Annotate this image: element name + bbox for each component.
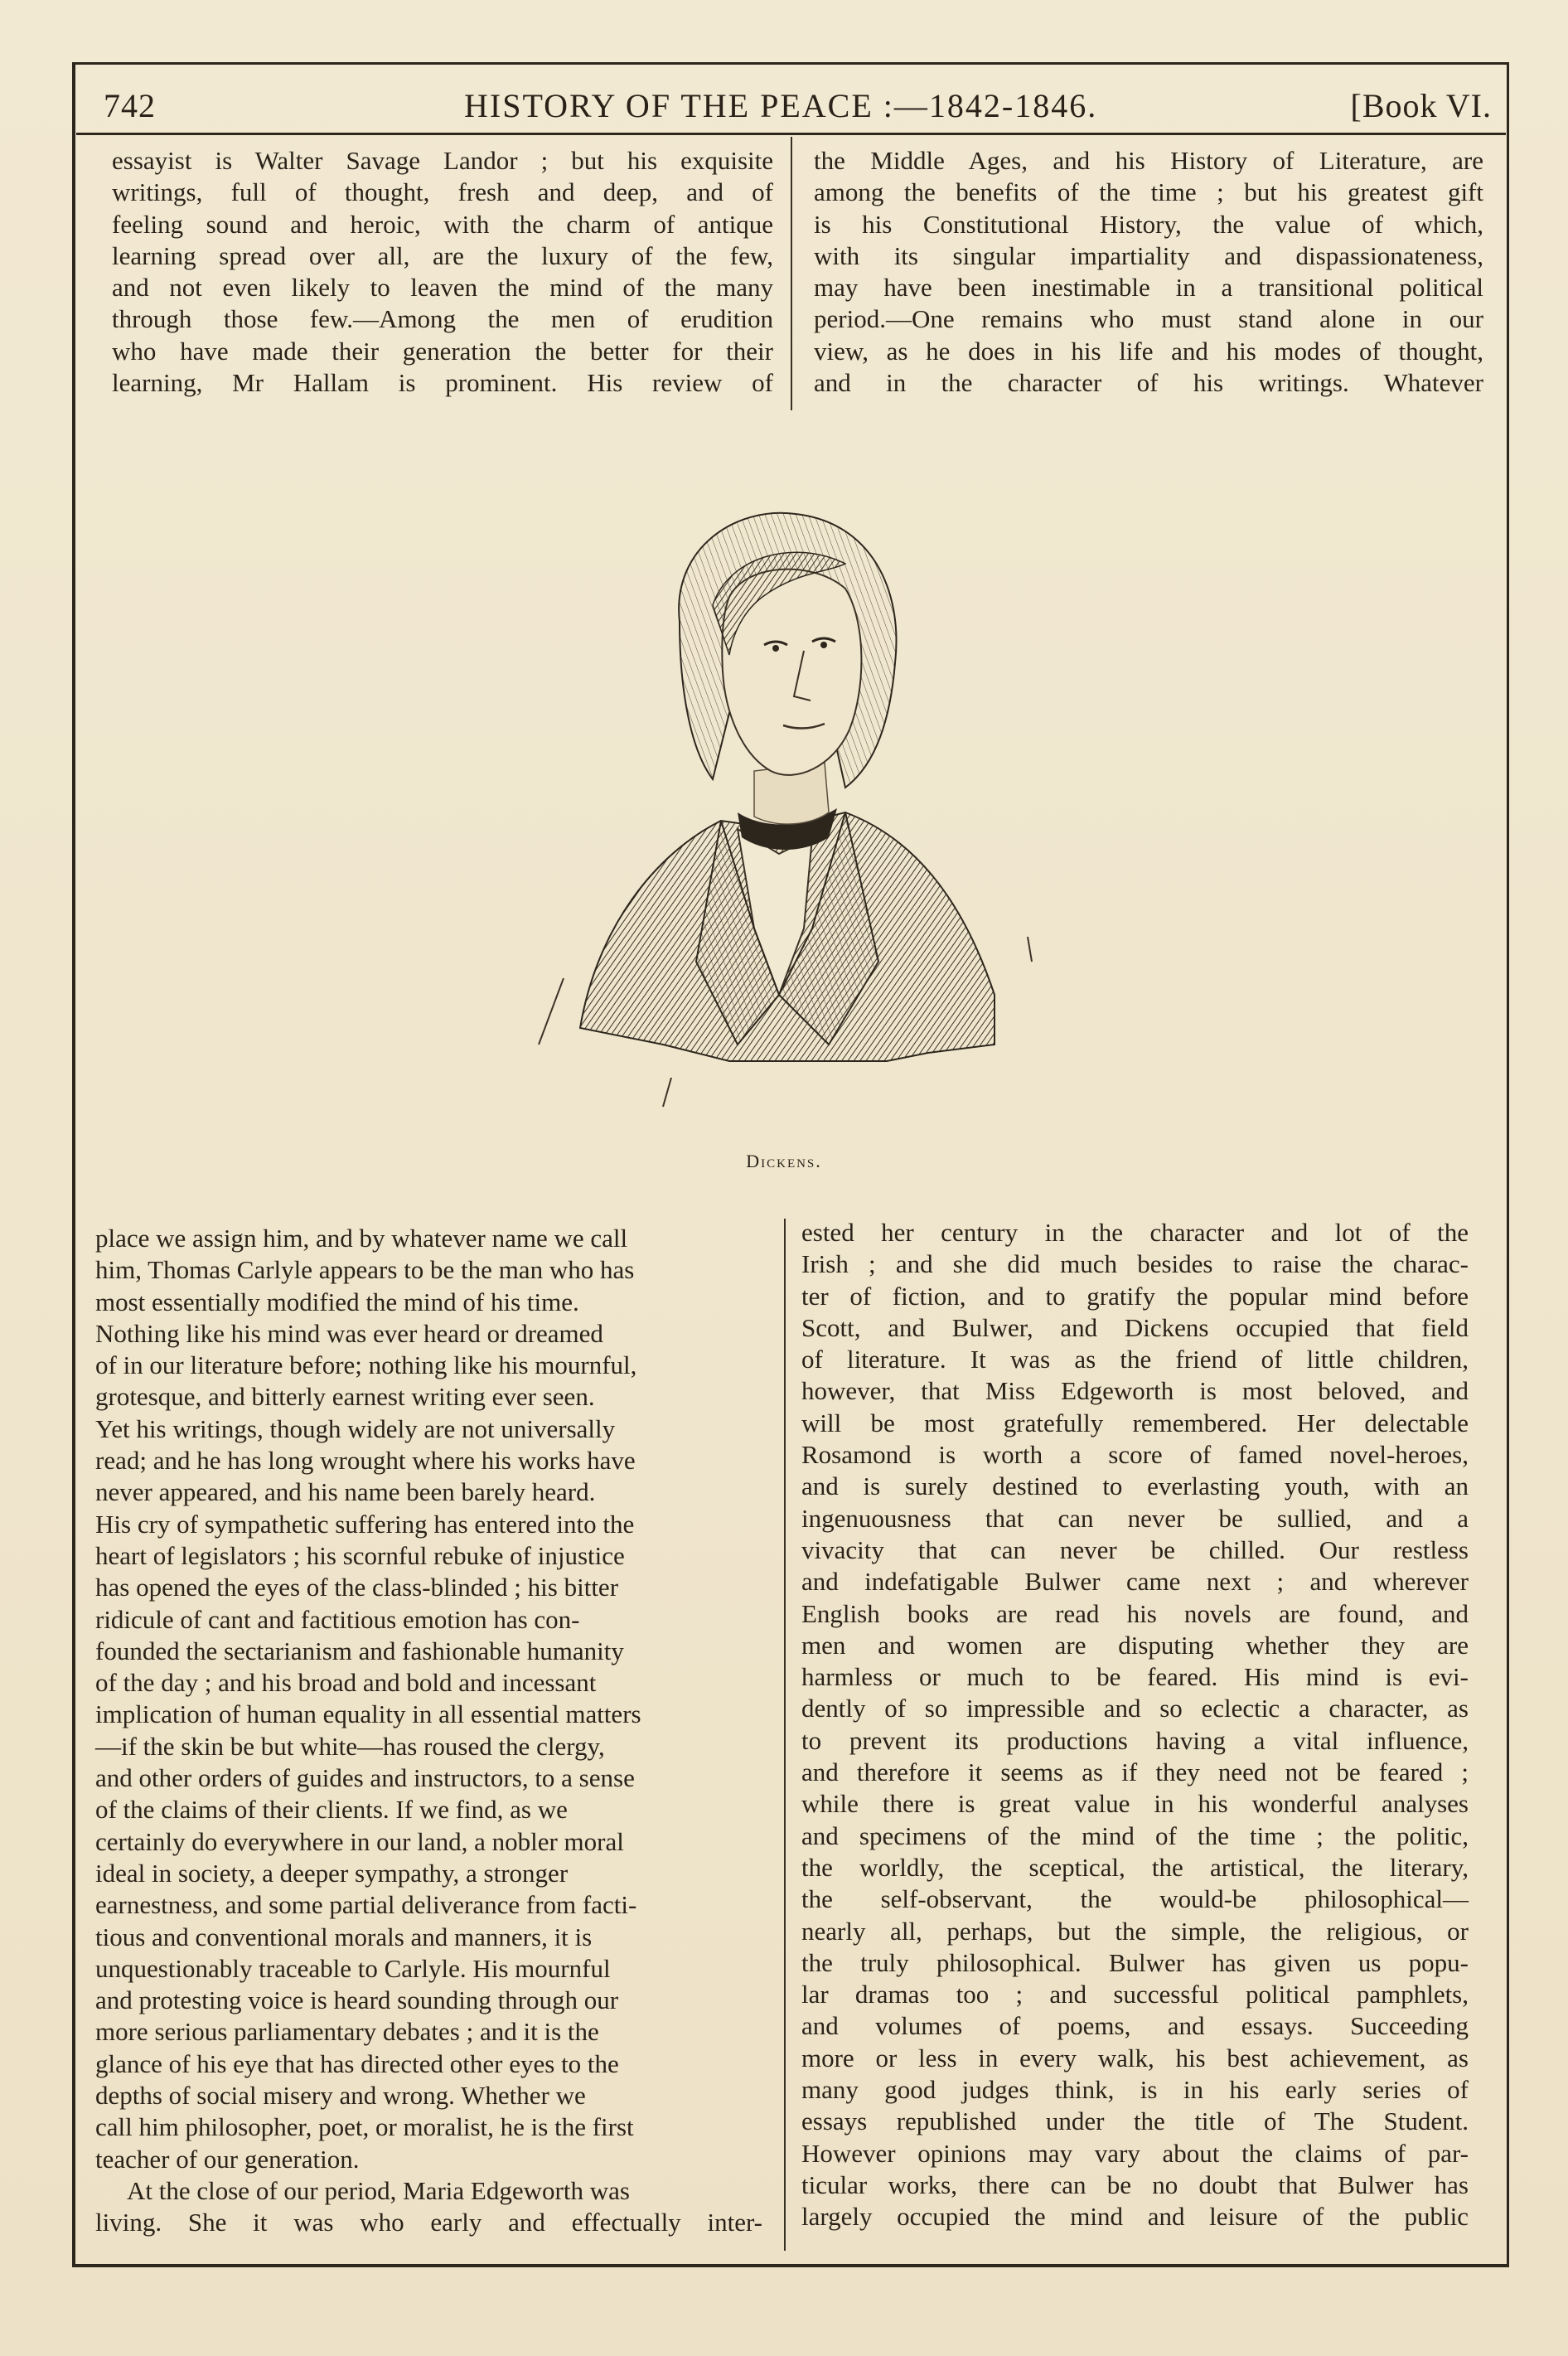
text-line: essays republished under the title of The Student. (801, 2106, 1469, 2136)
text-line: heart of legislators ; his scornful rebuke of injustice (95, 1540, 625, 1570)
text-line: of literature. It was as the friend of little children, (801, 1345, 1469, 1374)
text-line: most essentially modified the mind of his time. (95, 1287, 579, 1316)
text-line: ested her century in the character and lot of the (801, 1218, 1469, 1247)
text-line: will be most gratefully remembered. Her delectable (801, 1408, 1469, 1437)
text-line: and volumes of poems, and essays. Succeeding (801, 2011, 1469, 2041)
text-line: may have been inestimable in a transitional political (814, 273, 1483, 303)
text-line: harmless or much to be feared. His mind is evi- (801, 1662, 1469, 1692)
running-title: HISTORY OF THE PEACE :—1842-1846. (464, 87, 1098, 124)
text-line: tious and conventional morals and manners, it is (95, 1922, 593, 1951)
text-line: of the day ; and his broad and bold and incessant (95, 1668, 597, 1698)
text-line: nearly all, perhaps, but the simple, the religious, or (801, 1916, 1469, 1946)
running-header (99, 80, 1492, 129)
illustration-caption: Dickens. (746, 1151, 822, 1171)
text-line: lar dramas too ; and successful political pamphlets, (801, 1980, 1469, 2009)
text-line: the Middle Ages, and his History of Literature, are (814, 146, 1483, 175)
text-line: more or less in every walk, his best achievement, as (801, 2043, 1469, 2072)
text-line: through those few.—Among the men of erudition (112, 304, 773, 334)
text-line: and specimens of the mind of the time ; the politic, (801, 1820, 1469, 1850)
text-line: place we assign him, and by whatever name we call (95, 1224, 628, 1253)
text-line: certainly do everywhere in our land, a nobler moral (95, 1826, 624, 1856)
text-line: grotesque, and bitterly earnest writing ever seen. (95, 1382, 595, 1412)
top-right-column (814, 145, 1483, 399)
text-line: and is surely destined to everlasting youth, with an (801, 1471, 1469, 1501)
text-line: feeling sound and heroic, with the charm of antique (112, 209, 773, 239)
bottom-column-divider (784, 1219, 786, 2251)
top-left-column (112, 145, 773, 399)
text-line: glance of his eye that has directed other eyes to the (95, 2048, 619, 2078)
portrait-engraving (530, 464, 1044, 1127)
text-line: read; and he has long wrought where his works have (95, 1446, 636, 1476)
text-line: ideal in society, a deeper sympathy, a stronger (95, 1858, 569, 1888)
text-line: depths of social misery and wrong. Whether we (95, 2081, 586, 2111)
text-line: him, Thomas Carlyle appears to be the man who has (95, 1255, 635, 1285)
book-label: [Book VI. (1350, 87, 1492, 124)
text-line: and therefore it seems as if they need not be feared ; (801, 1757, 1469, 1787)
text-line: is his Constitutional History, the value of which, (814, 209, 1483, 239)
text-line: Nothing like his mind was ever heard or dreamed (95, 1318, 603, 1348)
text-line: earnestness, and some partial deliverance from facti- (95, 1890, 637, 1920)
text-line: who have made their generation the better for their (112, 336, 773, 366)
text-line: His cry of sympathetic suffering has entered into the (95, 1509, 635, 1539)
text-line: ter of fiction, and to gratify the popular mind before (801, 1281, 1469, 1311)
text-line: vivacity that can never be chilled. Our restless (801, 1534, 1469, 1564)
text-line: more serious parliamentary debates ; and it is the (95, 2017, 599, 2047)
text-line: and other orders of guides and instructors, to a sense (95, 1763, 635, 1793)
text-line: period.—One remains who must stand alone in our (814, 304, 1483, 334)
text-line: of the claims of their clients. If we find, as we (95, 1795, 568, 1825)
text-line: At the close of our period, Maria Edgeworth was (127, 2175, 630, 2205)
text-line: learning spread over all, are the luxury of the few, (112, 240, 773, 270)
text-line: the truly philosophical. Bulwer has given us popu- (801, 1947, 1469, 1977)
text-line: of in our literature before; nothing like his mournful, (95, 1350, 637, 1380)
text-line: essayist is Walter Savage Landor ; but his exquisite (112, 146, 773, 175)
text-line: call him philosopher, poet, or moralist, he is the first (95, 2112, 634, 2142)
text-line: learning, Mr Hallam is prominent. His review of (112, 368, 773, 398)
text-line: and protesting voice is heard sounding through our (95, 1985, 619, 2015)
text-line: with its singular impartiality and dispassionateness, (814, 240, 1483, 270)
text-line: teacher of our generation. (95, 2144, 360, 2174)
text-line: Yet his writings, though widely are not universally (95, 1413, 616, 1443)
text-line: dently of so impressible and so eclectic a character, as (801, 1694, 1469, 1723)
text-line: unquestionably traceable to Carlyle. His mournful (95, 1953, 611, 1983)
page-number: 742 (104, 87, 156, 124)
text-line: Rosamond is worth a score of famed novel-heroes, (801, 1440, 1469, 1470)
text-line: English books are read his novels are found, and (801, 1598, 1469, 1628)
text-line: has opened the eyes of the class-blinded ; his bitter (95, 1573, 619, 1602)
text-line: among the benefits of the time ; but his greatest gift (814, 177, 1483, 207)
text-line: largely occupied the mind and leisure of the public (801, 2202, 1469, 2232)
text-line: Irish ; and she did much besides to raise the charac- (801, 1249, 1469, 1279)
text-line: ticular works, there can be no doubt that Bulwer has (801, 2169, 1469, 2199)
text-line: however, that Miss Edgeworth is most beloved, and (801, 1376, 1469, 1406)
text-line: to prevent its productions having a vital influence, (801, 1725, 1469, 1755)
text-line: ridicule of cant and factitious emotion has con- (95, 1604, 580, 1634)
text-line: —if the skin be but white—has roused the clergy, (95, 1731, 605, 1761)
bottom-right-column (801, 1217, 1469, 2233)
text-line: ingenuousness that can never be sullied, and a (801, 1503, 1469, 1533)
text-line: view, as he does in his life and his modes of thought, (814, 336, 1483, 366)
text-line: never appeared, and his name been barely heard. (95, 1477, 596, 1507)
top-column-divider (791, 137, 792, 410)
text-line: implication of human equality in all essential matters (95, 1699, 641, 1729)
bottom-left-column (95, 1223, 762, 2239)
text-line: However opinions may vary about the claims of par- (801, 2138, 1469, 2168)
text-line: while there is great value in his wonderful analyses (801, 1789, 1469, 1819)
text-line: the worldly, the sceptical, the artistical, the literary, (801, 1852, 1469, 1882)
text-line: living. She it was who early and effectually inter- (95, 2208, 762, 2237)
text-line: writings, full of thought, fresh and deep, and of (112, 177, 773, 207)
text-line: men and women are disputing whether they are (801, 1630, 1469, 1660)
text-line: many good judges think, is in his early series of (801, 2075, 1469, 2105)
header-rule (76, 133, 1506, 135)
text-line: and indefatigable Bulwer came next ; and wherever (801, 1567, 1469, 1597)
text-line: founded the sectarianism and fashionable humanity (95, 1636, 624, 1665)
text-line: the self-observant, the would-be philosophical— (801, 1884, 1469, 1914)
text-line: Scott, and Bulwer, and Dickens occupied that field (801, 1312, 1469, 1342)
text-line: and not even likely to leaven the mind of the many (112, 273, 773, 303)
text-line: and in the character of his writings. Whatever (814, 368, 1483, 398)
